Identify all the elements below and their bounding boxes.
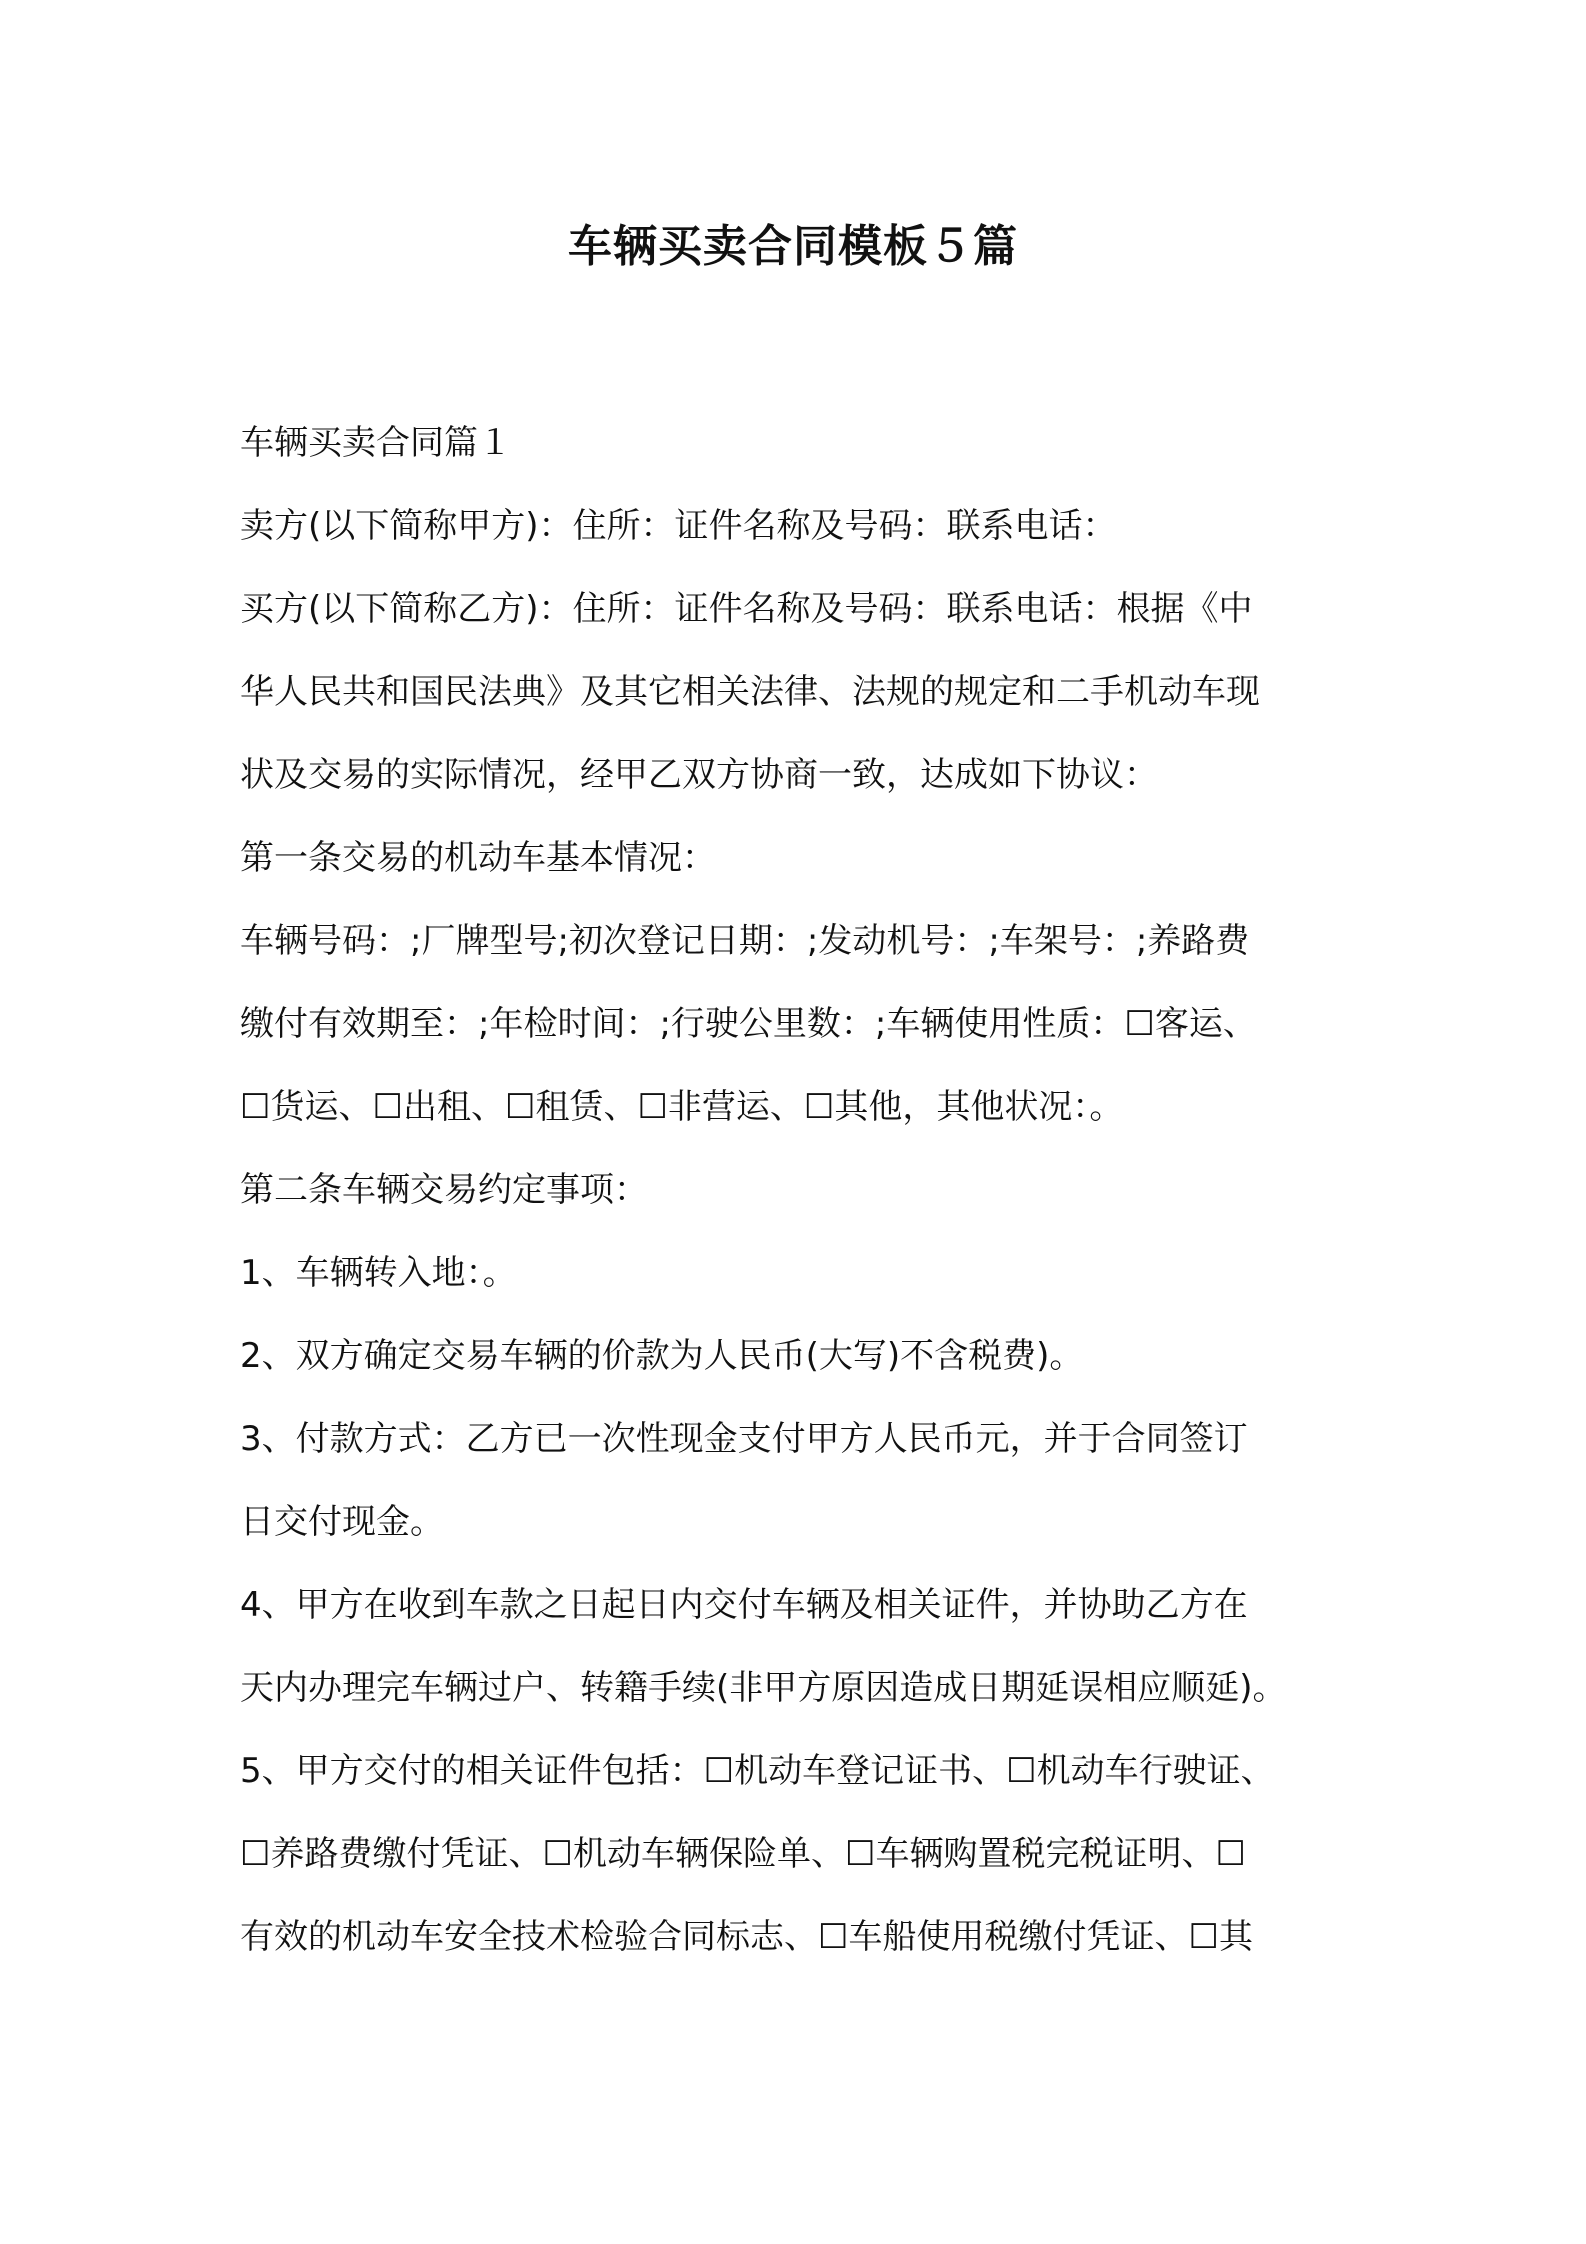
paragraph-line: 状及交易的实际情况，经甲乙双方协商一致，达成如下协议： (240, 755, 1158, 795)
document-title: 车辆买卖合同模板５篇 (568, 221, 1018, 272)
clause-line: 2、双方确定交易车辆的价款为人民币(大写)不含税费)。 (240, 1336, 1084, 1376)
seller-info-line: 卖方(以下简称甲方)：住所：证件名称及号码：联系电话： (240, 506, 1117, 546)
paragraph-line: 车辆号码：;厂牌型号;初次登记日期：;发动机号：;车架号：;养路费 (240, 921, 1250, 961)
article-heading: 第二条车辆交易约定事项： (240, 1170, 648, 1210)
paragraph-line: 华人民共和国民法典》及其它相关法律、法规的规定和二手机动车现 (240, 672, 1260, 712)
document-body (240, 402, 1380, 1979)
clause-line: 5、甲方交付的相关证件包括：☐机动车登记证书、☐机动车行驶证、 (240, 1751, 1275, 1791)
clause-line: ☐养路费缴付凭证、☐机动车辆保险单、☐车辆购置税完税证明、☐ (240, 1834, 1246, 1874)
article-heading: 第一条交易的机动车基本情况： (240, 838, 716, 878)
clause-line: 天内办理完车辆过户、转籍手续(非甲方原因造成日期延误相应顺延)。 (240, 1668, 1287, 1708)
clause-line: 日交付现金。 (240, 1502, 444, 1542)
clause-line: 1、车辆转入地：。 (240, 1253, 517, 1293)
paragraph-line: 缴付有效期至：;年检时间：;行驶公里数：;车辆使用性质：☐客运、 (240, 1004, 1257, 1044)
section-heading: 车辆买卖合同篇１ (240, 423, 512, 463)
clause-line: 有效的机动车安全技术检验合同标志、☐车船使用税缴付凭证、☐其 (240, 1917, 1253, 1957)
paragraph-line: ☐货运、☐出租、☐租赁、☐非营运、☐其他，其他状况：。 (240, 1087, 1124, 1127)
clause-line: 4、甲方在收到车款之日起日内交付车辆及相关证件，并协助乙方在 (240, 1585, 1248, 1625)
clause-line: 3、付款方式：乙方已一次性现金支付甲方人民币元，并于合同签订 (240, 1419, 1248, 1459)
buyer-info-line: 买方(以下简称乙方)：住所：证件名称及号码：联系电话：根据《中 (240, 589, 1253, 629)
